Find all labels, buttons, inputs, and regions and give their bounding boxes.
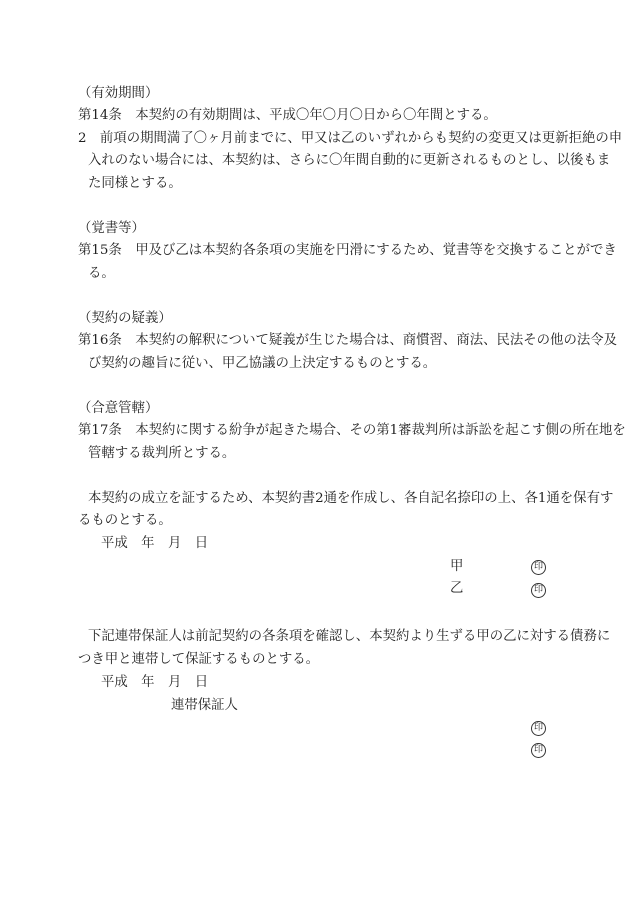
article-15-text: 第15条 甲及び乙は本契約各条項の実施を円滑にするため、覚書等を交換することができ — [78, 243, 617, 258]
article-15-heading: （覚書等） — [78, 221, 145, 236]
guarantor-date: 平成 年 月 日 — [101, 675, 209, 690]
article-17-text: 第17条 本契約に関する紛争が起きた場合、その第1審裁判所は訴訟を起こす側の所在地を — [78, 423, 626, 438]
article-14-para2-line: 入れのない場合には、本契約は、さらに〇年間自動的に更新されるものとし、以後もま — [88, 153, 611, 168]
party-a-label: 甲 — [450, 559, 464, 574]
party-b-label: 乙 — [450, 581, 464, 596]
guarantor-text: つき甲と連帯して保証するものとする。 — [78, 652, 320, 667]
article-15-text: る。 — [88, 266, 115, 281]
seal-icon: 印 — [531, 743, 546, 758]
article-14-text: 第14条 本契約の有効期間は、平成〇年〇月〇日から〇年間とする。 — [78, 108, 497, 123]
closing-text: るものとする。 — [78, 513, 172, 528]
seal-icon: 印 — [531, 721, 546, 736]
article-14-heading: （有効期間） — [78, 86, 159, 101]
article-14-para2-line: た同様とする。 — [88, 176, 182, 191]
article-14-para2-line: 2 前項の期間満了〇ヶ月前までに、甲又は乙のいずれからも契約の変更又は更新拒絶の申 — [78, 131, 623, 146]
guarantor-text: 下記連帯保証人は前記契約の各条項を確認し、本契約より生ずる甲の乙に対する債務に — [88, 629, 611, 644]
signing-date: 平成 年 月 日 — [101, 536, 209, 551]
seal-icon: 印 — [531, 583, 546, 598]
guarantor-label: 連帯保証人 — [171, 698, 238, 713]
article-17-text: 管轄する裁判所とする。 — [88, 446, 236, 461]
article-16-text: び契約の趣旨に従い、甲乙協議の上決定するものとする。 — [88, 356, 437, 371]
article-16-heading: （契約の疑義） — [78, 311, 172, 326]
article-16-text: 第16条 本契約の解釈について疑義が生じた場合は、商慣習、商法、民法その他の法令及 — [78, 333, 618, 348]
article-17-heading: （合意管轄） — [78, 401, 159, 416]
seal-icon: 印 — [531, 560, 546, 575]
closing-text: 本契約の成立を証するため、本契約書2通を作成し、各自記名捺印の上、各1通を保有す — [88, 491, 614, 506]
